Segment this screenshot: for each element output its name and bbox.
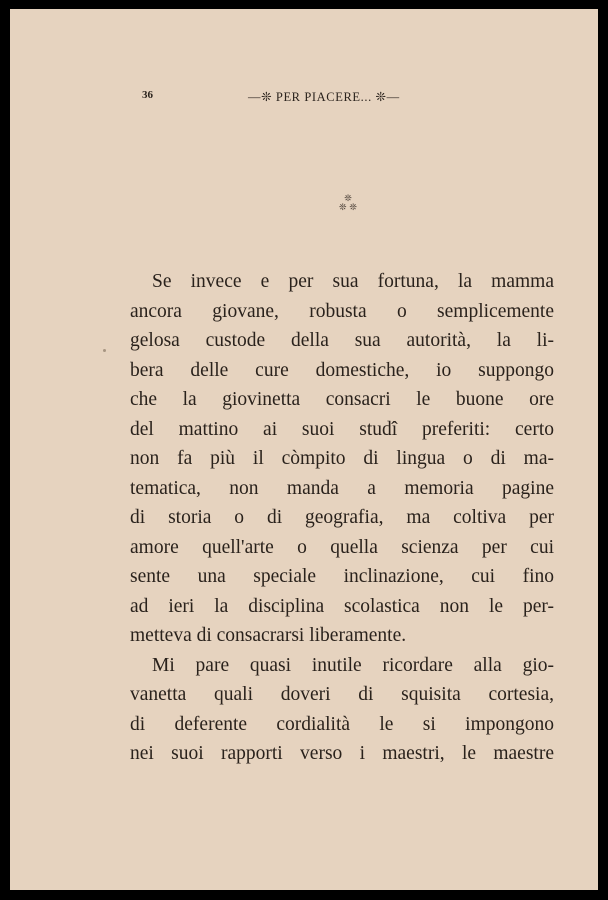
asterism-ornament	[333, 195, 363, 213]
text-line: ancora giovane, robusta o semplicemente	[130, 300, 554, 322]
asterism-top: ❊	[344, 194, 352, 204]
text-line: bera delle cure domestiche, io suppongo	[130, 359, 554, 381]
running-head: —❊ PER PIACERE... ❊—	[248, 90, 400, 104]
page-header	[10, 89, 598, 109]
paper-spot	[103, 349, 106, 352]
text-line: di deferente cordialità le si impongono	[130, 713, 554, 735]
body-text	[130, 267, 554, 769]
text-line: Se invece e per sua fortuna, la mamma	[152, 271, 554, 292]
text-line: del mattino ai suoi studî preferiti: certo	[130, 418, 554, 440]
text-line: amore quell'arte o quella scienza per cui	[130, 536, 554, 558]
text-line: gelosa custode della sua autorità, la li-	[130, 330, 554, 351]
text-line: vanetta quali doveri di squisita cortesia,	[130, 684, 554, 705]
text-line: Mi pare quasi inutile ricordare alla gio-	[152, 654, 554, 676]
text-line: ad ieri la disciplina scolastica non le per-	[130, 595, 554, 617]
book-page	[10, 9, 598, 890]
text-line: metteva di consacrarsi liberamente.	[130, 625, 407, 646]
text-line: tematica, non manda a memoria pagine	[130, 477, 554, 499]
text-line: non fa più il còmpito di lingua o di ma-	[130, 448, 554, 469]
text-line: nei suoi rapporti verso i maestri, le maestre	[130, 743, 554, 764]
text-line: che la giovinetta consacri le buone ore	[130, 389, 554, 410]
asterism-bottom: ❊ ❊	[339, 203, 357, 213]
text-line: di storia o di geografia, ma coltiva per	[130, 507, 554, 528]
page-number: 36	[142, 89, 153, 101]
text-line: sente una speciale inclinazione, cui fino	[130, 566, 554, 587]
